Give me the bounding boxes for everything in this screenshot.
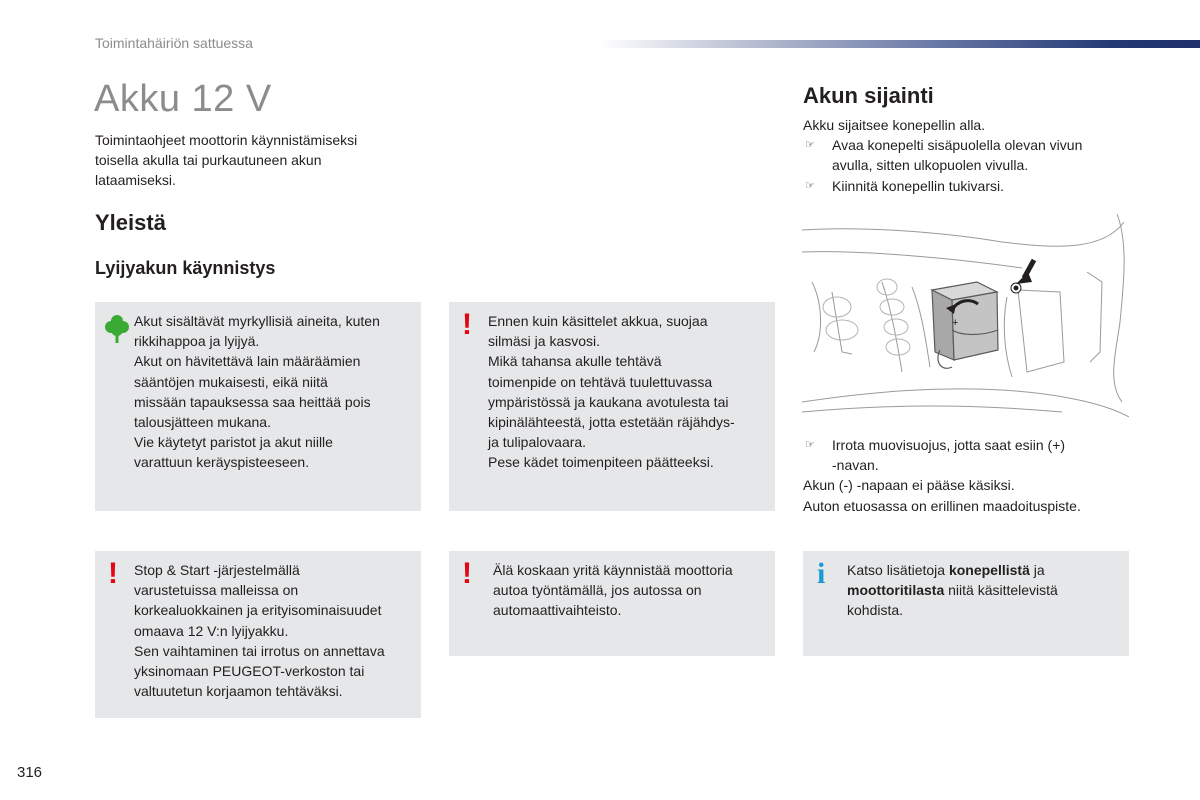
eco-line: Vie käytetyt paristot ja akut niille (134, 434, 333, 451)
eco-line: Akut sisältävät myrkyllisiä aineita, kuten (134, 313, 380, 329)
location-intro: Akku sijaitsee konepellin alla. (803, 117, 986, 133)
warning-line: Sen vaihtaminen tai irrotus on annettava (134, 642, 385, 659)
hood-link: konepellistä (948, 562, 1030, 578)
info-text (847, 560, 1058, 621)
warning-line: silmäsi ja kasvosi. (488, 333, 601, 350)
eco-line: missään tapauksessa saa heittää pois (134, 393, 371, 410)
warning-line: ja tulipalovaara. (488, 434, 587, 451)
info-line: Katso lisätietoja konepellistä ja (847, 562, 1045, 578)
intro-line: toisella akulla tai purkautuneen akun (95, 152, 322, 168)
warning-line: valtuutetun korjaamon tehtäväksi. (134, 683, 343, 700)
warning-line: omaava 12 V:n lyijyakku. (134, 622, 289, 639)
eco-line: sääntöjen mukaisesti, eikä niitä (134, 373, 328, 390)
hand-pointer-icon: ☞ (805, 179, 815, 192)
warning-icon: ! (108, 557, 118, 590)
safety-warning-box (449, 302, 775, 511)
info-box (803, 551, 1129, 656)
battery-location-heading: Akun sijainti (803, 83, 934, 108)
battery-location-notes (803, 435, 1133, 516)
warning-line: Mikä tahansa akulle tehtävä (488, 353, 662, 370)
negative-terminal-note: Akun (-) -napaan ei pääse käsiksi. (803, 477, 1015, 494)
warning-icon: ! (462, 308, 472, 341)
engine-battery-illustration (802, 212, 1129, 430)
battery-location-steps (803, 115, 1133, 196)
intro-line: lataamiseksi. (95, 172, 176, 188)
push-start-warning-box (449, 551, 775, 656)
step-remove-cover: ☞ Irrota muovisuojus, jotta saat esiin (+) -navan. (805, 437, 1066, 474)
warning-line: autoa työntämällä, jos autossa on (493, 582, 702, 599)
warning-line: Pese kädet toimenpiteen päätteeksi. (488, 454, 714, 471)
eco-note-text (134, 311, 380, 473)
intro-paragraph (95, 130, 425, 190)
engine-compartment-link: moottoritilasta (847, 582, 945, 599)
eco-line: talousjätteen mukana. (134, 414, 271, 431)
info-line: moottoritilasta niitä käsittelevistä (847, 582, 1058, 599)
stop-start-warning-text (134, 560, 385, 701)
hand-pointer-icon: ☞ (805, 139, 815, 152)
warning-line: automaattivaihteisto. (493, 602, 622, 619)
warning-icon: ! (462, 557, 472, 590)
warning-line: Stop & Start -järjestelmällä (134, 562, 300, 578)
header-gradient-bar (600, 40, 1200, 48)
leaf-icon (105, 314, 129, 344)
push-start-warning-text (493, 560, 733, 621)
warning-line: ympäristössä ja kaukana avotulesta tai (488, 393, 729, 410)
warning-line: korkealuokkainen ja erityisominaisuudet (134, 602, 382, 619)
stop-start-warning-box (95, 551, 421, 718)
eco-note-box (95, 302, 421, 511)
warning-line: Älä koskaan yritä käynnistää moottoria (493, 562, 733, 578)
step-hood-prop: ☞ Kiinnitä konepellin tukivarsi. (803, 176, 1133, 196)
step-open-hood: ☞ Avaa konepelti sisäpuolella olevan vivun avulla, sitten ulkopuolen vivulla. (805, 137, 1083, 174)
warning-line: Ennen kuin käsittelet akkua, suojaa (488, 313, 708, 329)
ground-point-note: Auton etuosassa on erillinen maadoituspiste. (803, 497, 1081, 514)
warning-line: yksinomaan PEUGEOT-verkoston tai (134, 663, 365, 680)
page-title: Akku 12 V (94, 78, 272, 120)
eco-line: Akut on hävitettävä lain määräämien (134, 353, 361, 370)
info-icon: i (817, 557, 826, 590)
safety-warning-text (488, 311, 735, 473)
eco-line: rikkihappoa ja lyijyä. (134, 333, 260, 350)
lead-acid-subheading: Lyijyakun käynnistys (95, 258, 276, 278)
battery-plus-label: + (952, 317, 959, 329)
page-number: 316 (17, 764, 43, 781)
general-heading: Yleistä (95, 210, 166, 235)
hand-pointer-icon: ☞ (805, 439, 815, 451)
warning-line: varustetuissa malleissa on (134, 582, 299, 599)
warning-line: kipinälähteestä, jotta estetään räjähdys- (488, 414, 735, 431)
info-line: kohdista. (847, 602, 904, 619)
eco-line: varattuun keräyspisteeseen. (134, 454, 310, 471)
intro-line: Toimintaohjeet moottorin käynnistämiseksi (95, 132, 358, 148)
warning-line: toimenpide on tehtävä tuulettuvassa (488, 373, 713, 390)
section-header: Toimintahäiriön sattuessa (95, 35, 253, 51)
